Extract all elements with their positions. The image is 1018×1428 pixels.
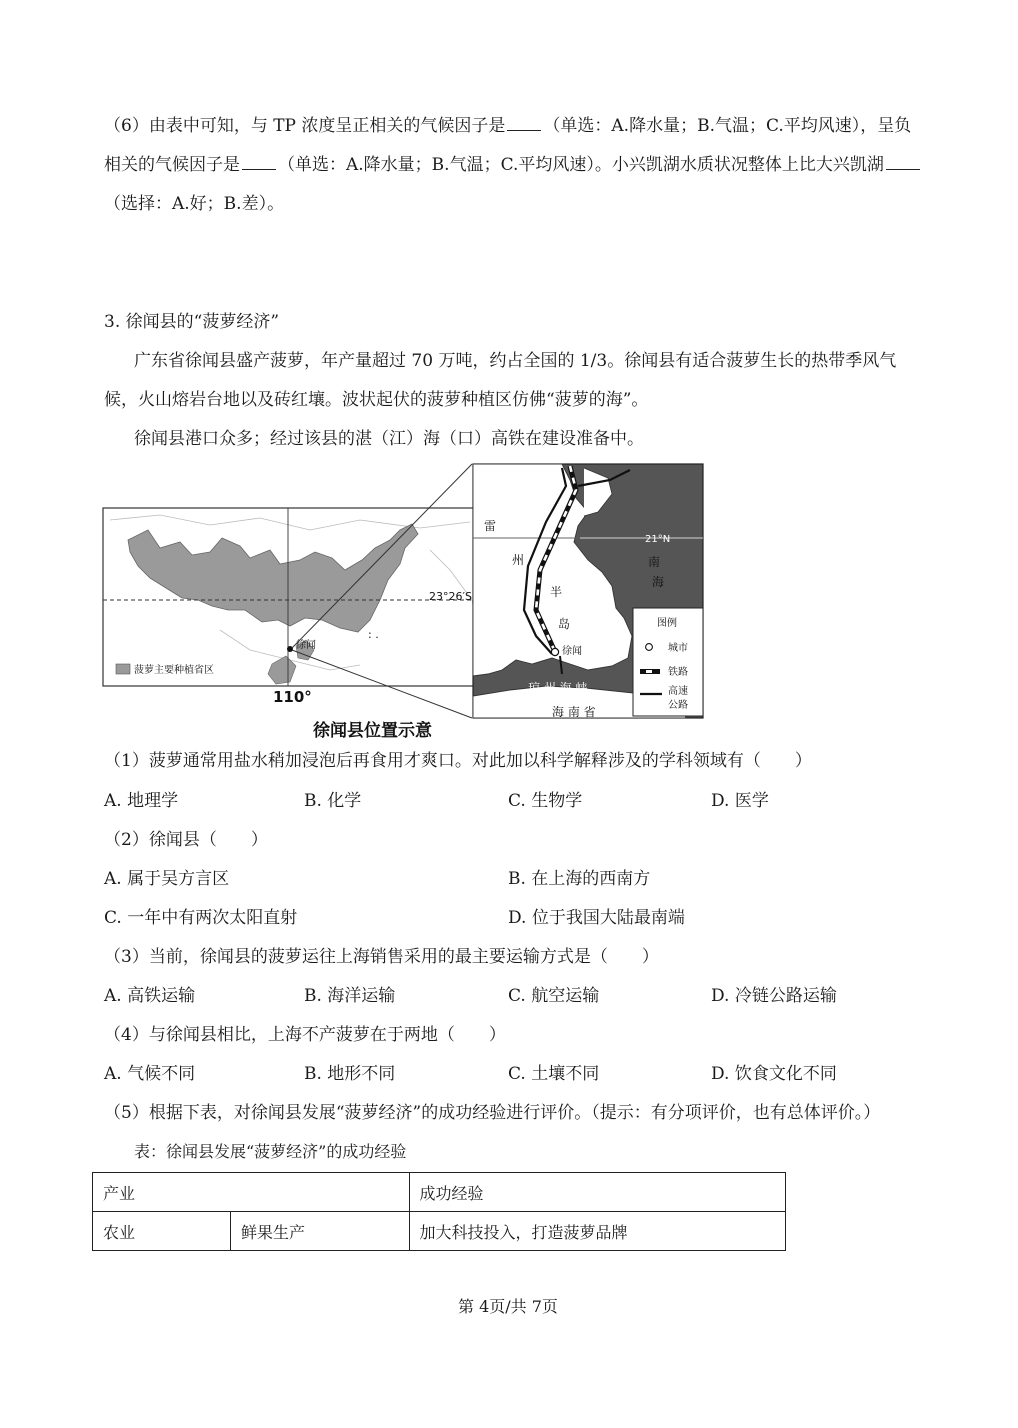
tropic-label: 23°26′S: [429, 590, 472, 603]
q1-option-c[interactable]: C. 生物学: [508, 791, 583, 811]
q2-option-d[interactable]: D. 位于我国大陆最南端: [508, 908, 685, 928]
sea-char: 南: [648, 555, 661, 569]
island-dots: : .: [368, 628, 379, 641]
section-heading: 3. 徐闻县的“菠萝经济”: [104, 312, 280, 332]
paragraph-line: 徐闻县港口众多；经过该县的湛（江）海（口）高铁在建设准备中。: [134, 429, 644, 449]
table-cell: 加大科技投入，打造菠萝品牌: [409, 1212, 785, 1251]
legend-highway: 高速: [668, 686, 688, 697]
answer-blank[interactable]: [886, 154, 920, 170]
paragraph-line: 候，火山熔岩台地以及砖红壤。波状起伏的菠萝种植区仿佛“菠萝的海”。: [104, 390, 649, 410]
sea-char: 海: [652, 575, 665, 589]
map-caption: 徐闻县位置示意: [313, 721, 432, 741]
q3-stem: （3）当前，徐闻县的菠萝运往上海销售采用的最主要运输方式是（ ）: [104, 947, 659, 967]
page-footer: 第 4页/共 7页: [458, 1297, 558, 1316]
strait-label: 琼 州 海 峡: [528, 681, 588, 695]
q6-text: （6）由表中可知，与 TP 浓度呈正相关的气候因子是: [104, 116, 506, 136]
answer-blank[interactable]: [242, 154, 276, 170]
paragraph-line: 广东省徐闻县盛产菠萝，年产量超过 70 万吨，约占全国的 1/3。徐闻县有适合菠萝生长的热带季风气: [134, 351, 897, 371]
peninsula-char: 半: [550, 585, 563, 599]
q3-option-a[interactable]: A. 高铁运输: [104, 986, 196, 1006]
q1-option-a[interactable]: A. 地理学: [104, 791, 179, 811]
xuwen-label-right: 徐闻: [562, 646, 582, 657]
q2-option-a[interactable]: A. 属于吴方言区: [104, 869, 230, 889]
answer-blank[interactable]: [507, 115, 541, 131]
longitude-label: 110°: [273, 688, 312, 706]
q6-line3: （选择：A.好；B.差）。: [104, 194, 285, 214]
legend-railway: 铁路: [668, 667, 688, 678]
peninsula-char: 雷: [484, 519, 497, 533]
q1-option-b[interactable]: B. 化学: [304, 791, 362, 811]
q6-text: 相关的气候因子是: [104, 155, 240, 175]
legend-title: 图例: [657, 618, 677, 629]
q5-stem: （5）根据下表，对徐闻县发展“菠萝经济”的成功经验进行评价。（提示：有分项评价，也有总体评价。）: [104, 1103, 881, 1123]
q4-option-c[interactable]: C. 土壤不同: [508, 1064, 600, 1084]
q1-option-d[interactable]: D. 医学: [711, 791, 769, 811]
xuwen-label-left: 徐闻: [296, 640, 316, 651]
right-map: [473, 464, 703, 719]
peninsula-char: 岛: [558, 617, 571, 631]
q6-line2: [104, 154, 922, 176]
experience-table: [92, 1172, 786, 1251]
q3-option-c[interactable]: C. 航空运输: [508, 986, 600, 1006]
peninsula-char: 州: [512, 553, 525, 567]
q3-option-b[interactable]: B. 海洋运输: [304, 986, 396, 1006]
q6-text: （单选：A.降水量；B.气温；C.平均风速），呈负: [543, 116, 912, 136]
q4-stem: （4）与徐闻县相比，上海不产菠萝在于两地（ ）: [104, 1025, 506, 1045]
table-cell: 鲜果生产: [230, 1212, 409, 1251]
q3-option-d[interactable]: D. 冷链公路运输: [711, 986, 837, 1006]
legend-swatch: [116, 664, 130, 674]
location-map: [100, 460, 710, 760]
q2-option-b[interactable]: B. 在上海的西南方: [508, 869, 651, 889]
province-label: 海 南 省: [552, 705, 596, 719]
q2-option-c[interactable]: C. 一年中有两次太阳直射: [104, 908, 298, 928]
table-title: 表：徐闻县发展“菠萝经济”的成功经验: [134, 1142, 407, 1161]
table-header-row: [93, 1173, 786, 1212]
q4-option-d[interactable]: D. 饮食文化不同: [711, 1064, 837, 1084]
legend-city: 城市: [668, 643, 688, 654]
q6-line1: [104, 115, 911, 137]
table-cell: 农业: [93, 1212, 231, 1251]
q4-option-b[interactable]: B. 地形不同: [304, 1064, 396, 1084]
q6-text: （单选：A.降水量；B.气温；C.平均风速）。小兴凯湖水质状况整体上比大兴凯湖: [278, 155, 884, 175]
lat-21n-label: 21°N: [645, 534, 671, 545]
q4-option-a[interactable]: A. 气候不同: [104, 1064, 196, 1084]
legend-highway: 公路: [668, 700, 688, 711]
header-cell: 产业: [93, 1173, 410, 1212]
header-cell: 成功经验: [409, 1173, 785, 1212]
legend-city-symbol: [646, 644, 653, 651]
legend-label-left: 菠萝主要种植省区: [134, 665, 214, 676]
q1-stem: （1）菠萝通常用盐水稍加浸泡后再食用才爽口。对此加以科学解释涉及的学科领域有（ ）: [104, 751, 812, 771]
table-row: [93, 1212, 786, 1251]
left-map: [103, 464, 485, 718]
q2-stem: （2）徐闻县（ ）: [104, 830, 268, 850]
